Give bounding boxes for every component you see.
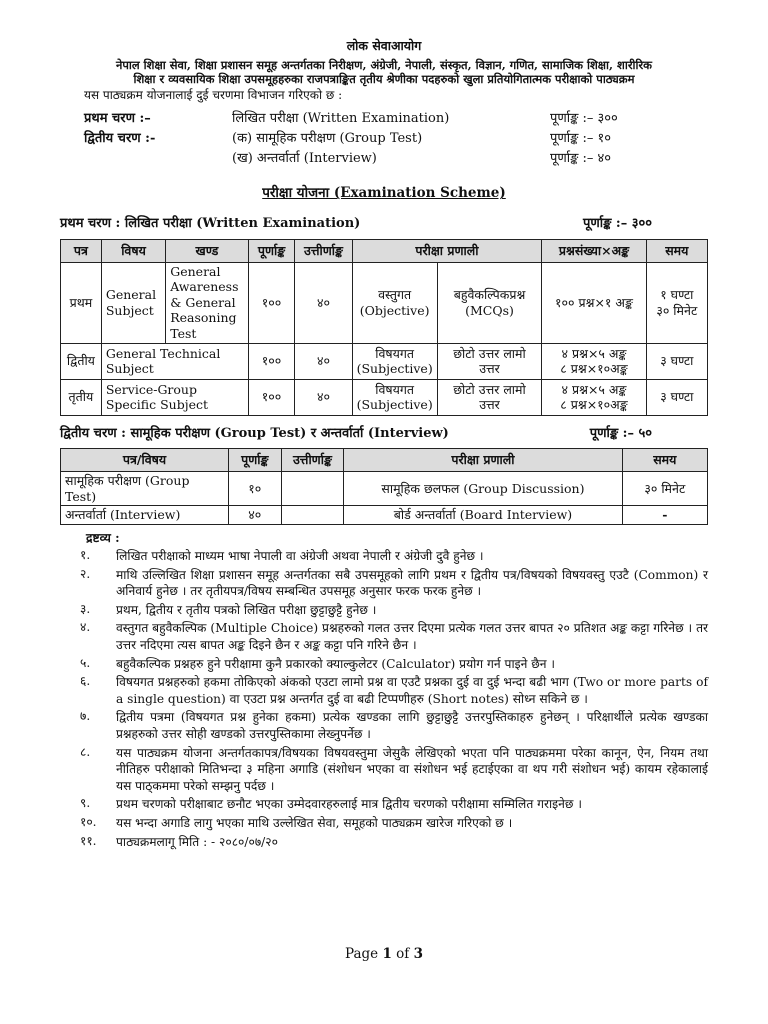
full-marks-cell: १००	[248, 343, 295, 379]
note-text: बहुवैकल्पिक प्रश्नहरु हुने परीक्षामा कुनै प्रकारको क्याल्कुलेटर (Calculator) प्रयोग गर्न पाइने छैन ।	[116, 656, 556, 671]
column-header: परीक्षा प्रणाली	[344, 448, 622, 471]
note-text: वस्तुगत बहुवैकल्पिक (Multiple Choice) प्रश्नहरुको गलत उत्तर दिएमा प्रत्येक गलत उत्तर बापत २० प्रतिशत अङ्क कट्टा गरिनेछ । तर उत्तर नदिएमा त्यस बापत अङ्क दिइने छैन र अङ्क कट्टा पनि गरिने छैन ।	[116, 621, 708, 652]
table-row	[61, 262, 708, 343]
note-text: प्रथम, द्वितीय र तृतीय पत्रको लिखित परीक्षा छुट्टाछुट्टै हुनेछ ।	[116, 602, 377, 617]
written-exam-table	[60, 239, 708, 416]
note-number: ९.	[80, 796, 91, 811]
column-header: समय	[622, 448, 707, 471]
subject-cell: अन्तर्वार्ता (Interview)	[61, 506, 229, 525]
subject-cell: सामूहिक परीक्षण (Group Test)	[61, 471, 229, 505]
stage-name: (ख) अन्तर्वार्ता (Interview)	[232, 151, 377, 167]
list-item	[60, 745, 708, 795]
question-marks-line: १०० प्रश्न×१ अङ्क	[555, 294, 633, 310]
stage-marks: पूर्णाङ्क :– ३००	[550, 111, 618, 127]
list-item	[60, 815, 708, 832]
note-text: यस भन्दा अगाडि लागु भएका माथि उल्लेखित सेवा, समूहको पाठ्यक्रम खारेज गरिएको छ ।	[116, 815, 513, 830]
list-item	[60, 709, 708, 742]
pass-marks-cell: ४०	[295, 262, 352, 343]
page-total: 3	[413, 946, 423, 962]
note-text: पाठ्यक्रमलागू मिति : - २०८०/०७/२०	[116, 834, 278, 849]
note-text: प्रथम चरणको परीक्षाबाट छनौट भएका उम्मेदवारहरुलाई मात्र द्वितीय चरणको परीक्षामा सम्मिलित गराइनेछ ।	[116, 797, 582, 812]
column-header: पत्र/विषय	[61, 448, 229, 471]
note-text: माथि उल्लिखित शिक्षा प्रशासन समूह अन्तर्गतका सबै उपसमूहको लागि प्रथम र द्वितीय पत्र/विषयको विषयवस्तु एउटै (Common) र अनिवार्य हुनेछ । तर तृतीयपत्र/विषय सम्बन्धित उपसमूह अनुसार फरक फरक हुनेछ ।	[116, 567, 708, 599]
stage-marks: पूर्णाङ्क :– ४०	[550, 151, 612, 167]
stage-label: द्वितीय चरण :-	[84, 131, 156, 147]
pass-marks-cell: ४०	[295, 379, 352, 415]
note-number: १.	[80, 548, 91, 562]
question-marks-cell	[542, 379, 646, 415]
subject-cell: Service-Group Specific Subject	[101, 379, 248, 415]
note-number: ४.	[80, 620, 91, 635]
page-label: Page	[345, 946, 383, 962]
full-marks-cell: १०	[229, 471, 282, 505]
paper-cell: तृतीय	[61, 379, 102, 415]
stage-name: (क) सामूहिक परीक्षण (Group Test)	[232, 131, 423, 147]
section2-title: द्वितीय चरण : सामूहिक परीक्षण (Group Test) र अन्तर्वार्ता (Interview)	[60, 425, 449, 441]
exam-method-cell: बहुवैकल्पिकप्रश्न (MCQs)	[437, 262, 542, 343]
pass-marks-cell	[281, 471, 344, 505]
stage-list	[60, 109, 708, 169]
exam-type-cell: विषयगत (Subjective)	[352, 379, 437, 415]
note-number: १०.	[80, 814, 97, 829]
document-header	[60, 38, 708, 86]
note-number: ३.	[80, 601, 91, 616]
table-row	[61, 343, 708, 379]
table-row	[61, 506, 708, 525]
group-test-table	[60, 448, 708, 525]
page-current: 1	[382, 946, 392, 962]
time-cell	[646, 262, 707, 343]
column-header: विषय	[101, 239, 165, 262]
scheme-title: परीक्षा योजना (Examination Scheme)	[262, 185, 506, 202]
time-cell: ३० मिनेट	[622, 471, 707, 505]
section1-title: प्रथम चरण : लिखित परीक्षा (Written Examination)	[60, 216, 361, 232]
section1-heading	[60, 216, 708, 232]
column-header: उत्तीर्णाङ्क	[295, 239, 352, 262]
time-cell: ३ घण्टा	[646, 343, 707, 379]
list-item	[60, 548, 708, 565]
pass-marks-cell	[281, 506, 344, 525]
note-number: ८.	[80, 744, 91, 759]
list-item	[60, 834, 708, 851]
full-marks-cell: ४०	[229, 506, 282, 525]
column-header: पूर्णाङ्क	[229, 448, 282, 471]
note-text: यस पाठ्यक्रम योजना अन्तर्गतकापत्र/विषयका विषयवस्तुमा जेसुकै लेखिएको भएता पनि पाठ्यक्रममा परेका कानून, ऐन, नियम तथा नीतिहरु परीक्षाको मितिभन्दा ३ महिना अगाडि (संशोधन भएका वा संशोधन भई हटाईएका वा थप गरी संशोधन भई) कायम रहेकालाई यस पाठ्कममा परेको सम्झनु पर्दछ ।	[116, 745, 708, 793]
stage-label: प्रथम चरण :–	[84, 111, 151, 127]
page-of: of	[391, 946, 414, 962]
exam-type-cell: वस्तुगत (Objective)	[352, 262, 437, 343]
paper-cell: द्वितीय	[61, 343, 102, 379]
header-line-2: नेपाल शिक्षा सेवा, शिक्षा प्रशासन समूह अन्तर्गतका निरीक्षण, अंग्रेजी, नेपाली, संस्कृत, विज्ञान, गणित, सामाजिक शिक्षा, शारीरिक	[115, 57, 653, 72]
question-marks-line: ८ प्रश्न×१०अङ्क	[560, 397, 628, 413]
list-item	[60, 796, 708, 813]
stage-row	[84, 149, 708, 169]
question-marks-line: ४ प्रश्न×५ अङ्क	[561, 345, 627, 361]
time-line: ३० मिनेट	[656, 302, 698, 318]
exam-method-cell: छोटो उत्तर लामो उत्तर	[437, 379, 542, 415]
list-item	[60, 567, 708, 600]
column-header: पूर्णाङ्क	[248, 239, 295, 262]
question-marks-line: ८ प्रश्न×१०अङ्क	[560, 361, 628, 377]
list-item	[60, 674, 708, 707]
list-item	[60, 656, 708, 673]
table-row	[61, 379, 708, 415]
column-header: प्रश्नसंख्या×अङ्क	[542, 239, 646, 262]
subject-cell: General Technical Subject	[101, 343, 248, 379]
note-text: लिखित परीक्षाको माध्यम भाषा नेपाली वा अंग्रेजी अथवा नेपाली र अंग्रेजी दुवै हुनेछ ।	[116, 549, 484, 563]
time-cell: -	[622, 506, 707, 525]
stage-name: लिखित परीक्षा (Written Examination)	[232, 111, 450, 127]
question-marks-line: ४ प्रश्न×५ अङ्क	[561, 381, 627, 397]
time-cell: ३ घण्टा	[646, 379, 707, 415]
commission-name: लोक सेवाआयोग	[346, 38, 422, 53]
note-number: ५.	[80, 655, 91, 670]
stage-row	[84, 109, 708, 129]
exam-method-cell: बोर्ड अन्तर्वार्ता (Board Interview)	[344, 506, 622, 525]
exam-method-cell: सामूहिक छलफल (Group Discussion)	[344, 471, 622, 505]
paper-cell: प्रथम	[61, 262, 102, 343]
table-header-row	[61, 239, 708, 262]
table-row	[61, 471, 708, 505]
note-number: ६.	[80, 674, 91, 689]
full-marks-cell: १००	[248, 262, 295, 343]
column-header: उत्तीर्णाङ्क	[281, 448, 344, 471]
note-number: २.	[80, 566, 91, 581]
note-text: द्वितीय पत्रमा (विषयगत प्रश्न हुनेका हकमा) प्रत्येक खण्डका लागि छुट्टाछुट्टै उत्तरपुस्तिकाहरु हुनेछन् । परिक्षार्थीले प्रत्येक खण्डका प्रश्नहरुको उत्तर सोही खण्डको उत्तरपुस्तिकामा लेख्नुपर्नेछ ।	[116, 710, 708, 741]
full-marks-cell: १००	[248, 379, 295, 415]
section1-marks: पूर्णाङ्क :– ३००	[582, 216, 652, 232]
notes-title: द्रष्टव्य :	[86, 530, 120, 545]
stage-marks: पूर्णाङ्क :– १०	[550, 131, 612, 147]
page-footer	[0, 946, 768, 963]
list-item	[60, 620, 708, 653]
exam-method-cell: छोटो उत्तर लामो उत्तर	[437, 343, 542, 379]
note-text: विषयगत प्रश्नहरुको हकमा तोकिएको अंकको एउटा लामो प्रश्न वा एउटै प्रश्नका दुई वा दुई भन्दा बढी भाग (Two or more parts of a single question) वा एउटा प्रश्न अन्तर्गत दुई वा बढी टिप्पणीहरु (Short notes) सोध्न सकिने छ ।	[116, 675, 708, 706]
header-line-3: शिक्षा र व्यवसायिक शिक्षा उपसमूहहरुका राजपत्राङ्कित तृतीय श्रेणीका पदहरुको खुला प्रतियोगितात्मक परीक्षाको पाठ्यक्रम	[133, 72, 635, 86]
column-header: खण्ड	[166, 239, 248, 262]
column-header: पत्र	[61, 239, 102, 262]
exam-type-cell: विषयगत (Subjective)	[352, 343, 437, 379]
table-header-row	[61, 448, 708, 471]
note-number: ७.	[80, 709, 91, 724]
pass-marks-cell: ४०	[295, 343, 352, 379]
subject-cell: General Subject	[101, 262, 165, 343]
intro-text: यस पाठ्यक्रम योजनालाई दुई चरणमा विभाजन गरिएको छ :	[84, 88, 343, 103]
list-item	[60, 602, 708, 619]
question-marks-cell	[542, 262, 646, 343]
section-cell: General Awareness & General Reasoning Test	[166, 262, 248, 343]
notes-section	[60, 531, 708, 850]
section2-marks: पूर्णाङ्क :– ५०	[589, 425, 652, 441]
stage-row	[84, 129, 708, 149]
note-number: ११.	[80, 833, 97, 848]
time-line: १ घण्टा	[660, 286, 694, 302]
column-header: समय	[646, 239, 707, 262]
section2-heading	[60, 426, 708, 442]
column-header: परीक्षा प्रणाली	[352, 239, 542, 262]
question-marks-cell	[542, 343, 646, 379]
